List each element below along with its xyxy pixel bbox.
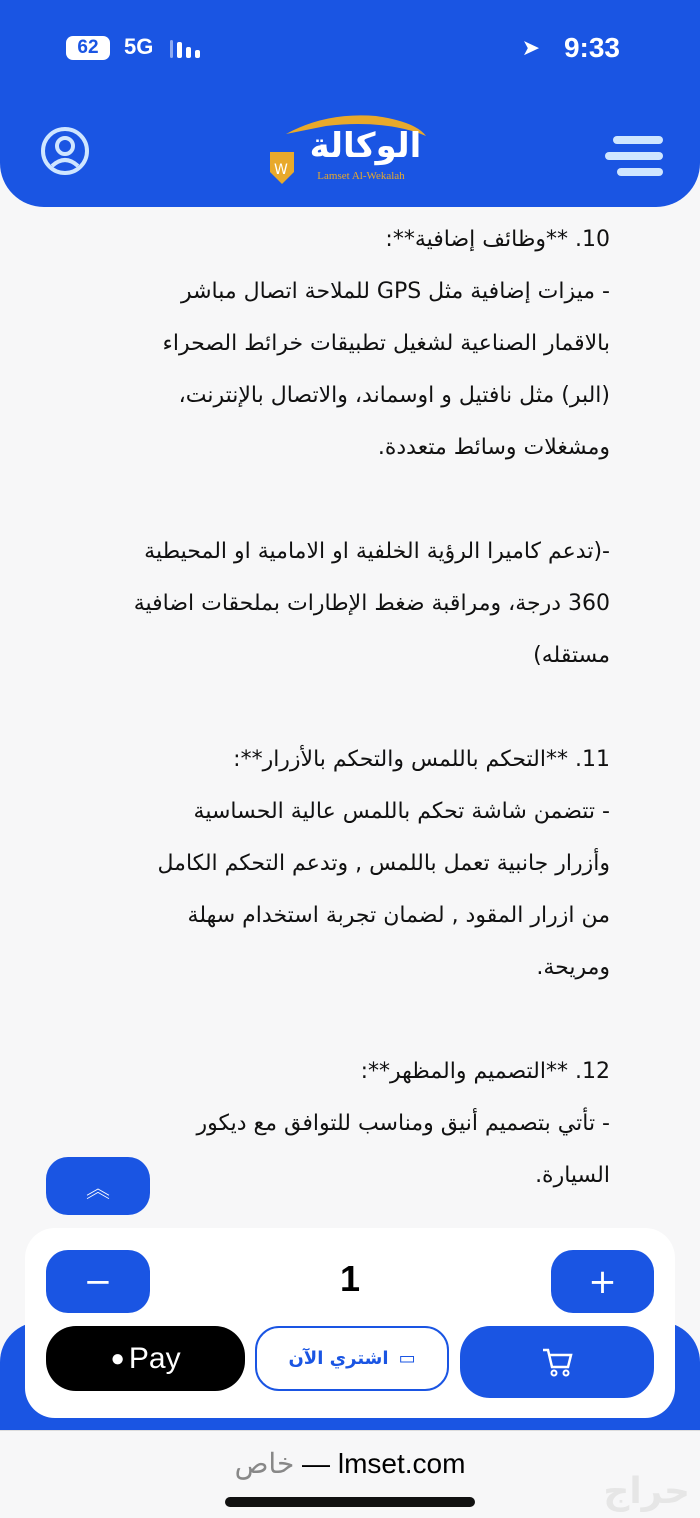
apple-icon: ● (110, 1344, 125, 1372)
decrease-quantity-button[interactable]: − (46, 1250, 150, 1313)
battery-indicator: 62 (66, 36, 110, 60)
profile-icon[interactable] (40, 126, 90, 176)
network-label: 5G (124, 34, 154, 59)
status-bar (0, 30, 700, 66)
description-line: السيارة. (535, 1163, 610, 1188)
separator: — (294, 1448, 338, 1479)
buy-now-label: اشتري الآن (288, 1348, 389, 1369)
logo-text: الوكالة (309, 126, 422, 166)
apple-pay-button[interactable] (46, 1326, 245, 1391)
description-line: وأزرار جانبية تعمل باللمس , وتدعم التحكم الكامل (157, 851, 610, 876)
description-line: من ازرار المقود , لضمان تجربة استخدام سهلة (187, 903, 610, 928)
description-line: - تأتي بتصميم أنيق ومناسب للتوافق مع ديكور (196, 1111, 610, 1136)
description-line: مستقله) (533, 643, 610, 668)
private-label: خاص (234, 1448, 295, 1479)
description-line: 11. **التحكم باللمس والتحكم بالأزرار**: (233, 747, 610, 772)
logo-subtitle: Lamset Al-Wekalah (317, 170, 405, 182)
description-line: ومشغلات وسائط متعددة. (377, 435, 610, 460)
url-display[interactable] (0, 1447, 700, 1480)
description-line: 10. **وظائف إضافية**: (385, 227, 610, 252)
description-line (0, 474, 610, 526)
add-to-cart-button[interactable] (460, 1326, 654, 1398)
description-line (0, 994, 610, 1046)
description-line: - تتضمن شاشة تحكم باللمس عالية الحساسية (193, 799, 610, 824)
signal-icon (170, 38, 200, 58)
app-header (0, 0, 700, 207)
logo[interactable] (266, 112, 438, 186)
location-icon: ➤ (521, 36, 540, 61)
description-line: (البر) مثل نافتيل و اوسماند، والاتصال بالإنترنت، (178, 383, 610, 408)
scroll-top-button[interactable]: ︽ (46, 1157, 150, 1215)
increase-quantity-button[interactable]: + (551, 1250, 654, 1313)
description-line: 360 درجة، ومراقبة ضغط الإطارات بملحقات اضافية (133, 591, 610, 616)
home-indicator[interactable] (225, 1497, 475, 1507)
domain: lmset.com (337, 1448, 466, 1479)
clock: 9:33 (563, 32, 620, 63)
description-line: 12. **التصميم والمظهر**: (360, 1059, 610, 1084)
menu-icon[interactable] (605, 136, 663, 184)
browser-bar[interactable] (0, 1430, 700, 1518)
description-line: بالاقمار الصناعية لشغيل تطبيقات خرائط الصحراء (162, 331, 610, 356)
buy-now-button[interactable] (255, 1326, 449, 1391)
description-line: - ميزات إضافية مثل GPS للملاحة اتصال مباشر (180, 279, 610, 304)
watermark: حراج (603, 1471, 690, 1512)
description-line: -(تدعم كاميرا الرؤية الخلفية او الامامية او المحيطية (144, 539, 610, 564)
svg-text:W: W (274, 162, 288, 178)
description-line: ومريحة. (536, 955, 610, 980)
apple-pay-label: Pay (128, 1341, 181, 1375)
quantity-value: 1 (339, 1258, 361, 1299)
product-description (0, 214, 700, 1202)
wallet-icon: ▭ (398, 1348, 416, 1369)
description-line (0, 682, 610, 734)
cart-icon (540, 1345, 574, 1379)
